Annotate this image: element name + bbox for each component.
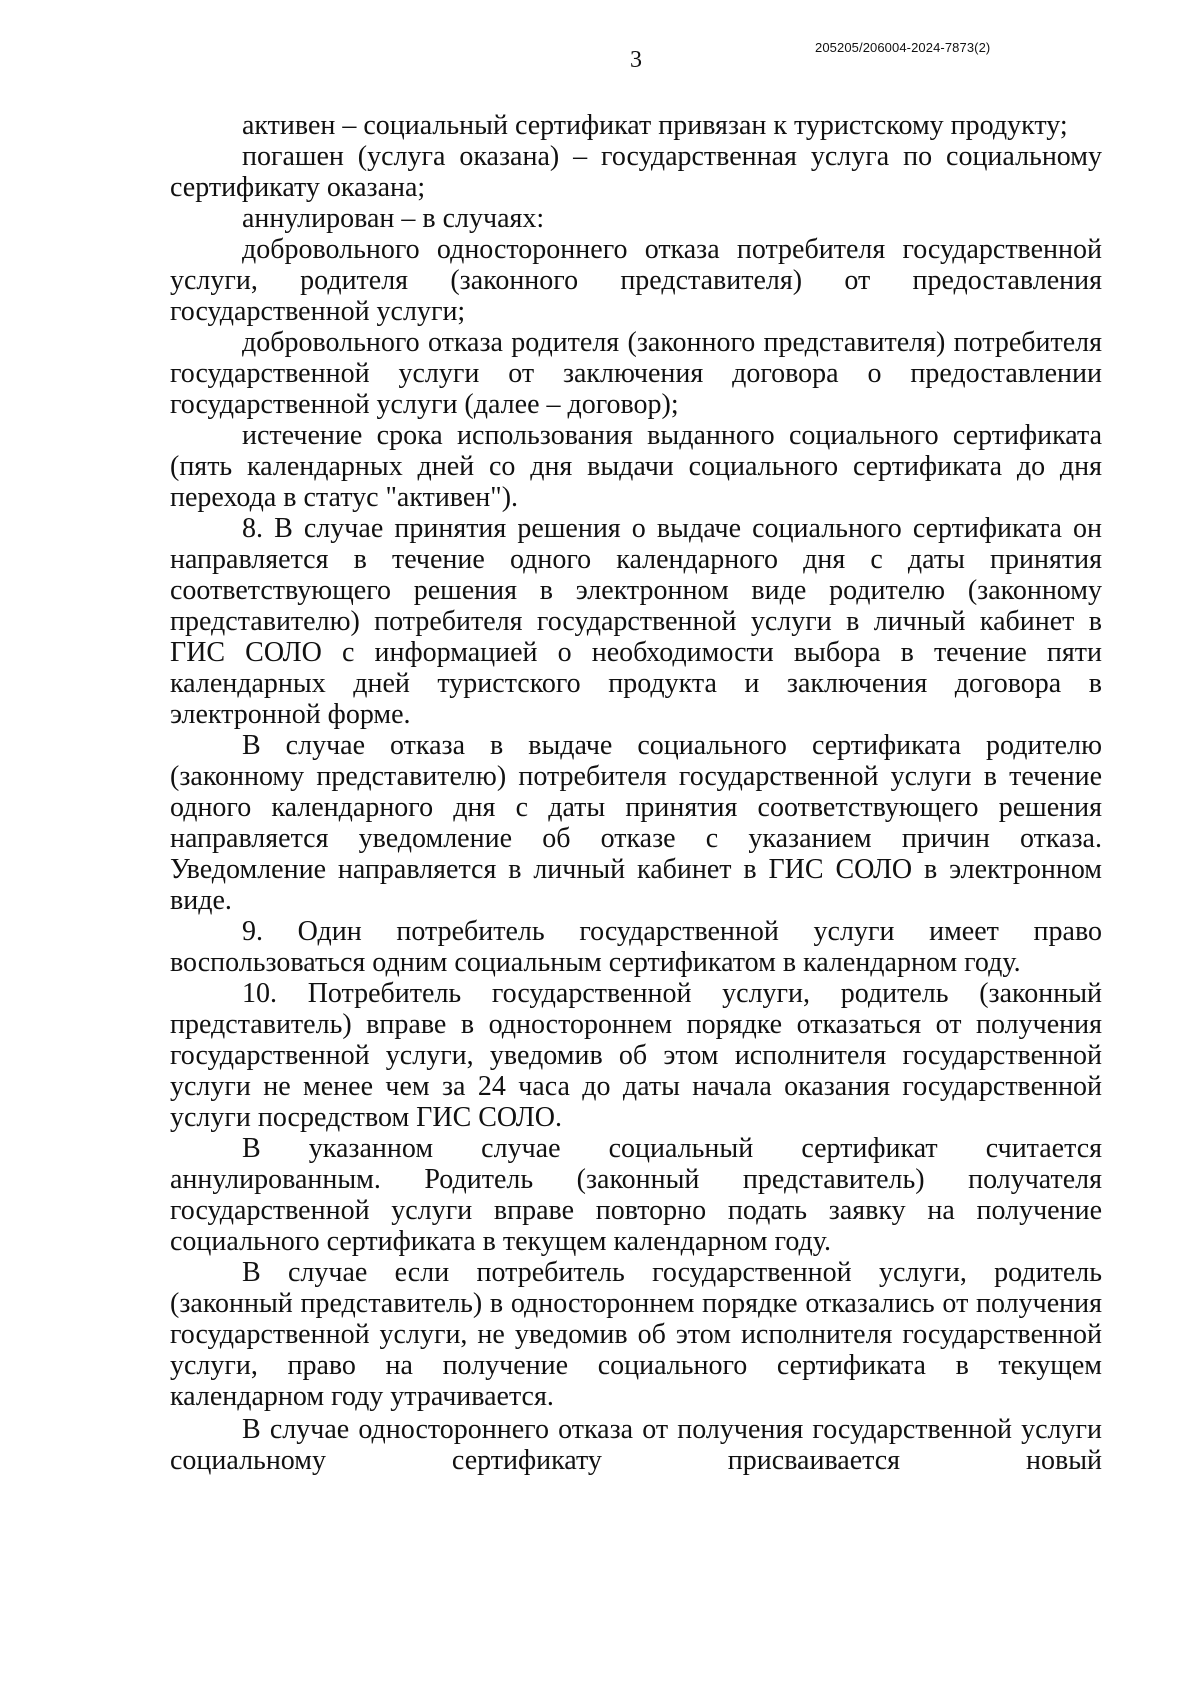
paragraph-status-cancelled: аннулирован – в случаях: — [242, 203, 545, 234]
paragraph-expiry: истечение срока использования выданного социального сертификата (пять календарных дней со дня выдачи социального сертификата до дня перехода в статус "активен"). — [170, 420, 1102, 513]
paragraph-item-10: 10. Потребитель государственной услуги, родитель (законный представитель) вправе в одностороннем порядке отказаться от получения государственной услуги, уведомив об этом исполнителя государственной услуги не менее чем за 24 часа до даты начала оказания государственной услуги посредством ГИС СОЛО. — [170, 978, 1102, 1133]
page-number: 3 — [630, 47, 642, 73]
paragraph-item-8: 8. В случае принятия решения о выдаче социального сертификата он направляется в течение одного календарного дня с даты принятия соответствующего решения в электронном виде родителю (законному представителю) потребителя государственной услуги в личный кабинет в ГИС СОЛО с информацией о необходимости выбора в течение пяти календарных дней туристского продукта и заключения договора в электронной форме. — [170, 513, 1102, 730]
paragraph-refusal-contract: добровольного отказа родителя (законного представителя) потребителя государственной услуги от заключения договора о предоставлении государственной услуги (далее – договор); — [170, 327, 1102, 420]
paragraph-new-status: В случае одностороннего отказа от получения государственной услуги социальному сертификату присваивается новый — [170, 1414, 1102, 1476]
paragraph-right-lost: В случае если потребитель государственной услуги, родитель (законный представитель) в одностороннем порядке отказались от получения государственной услуги, не уведомив об этом исполнителя государственной услуги, право на получение социального сертификата в текущем календарном году утрачивается. — [170, 1257, 1102, 1412]
paragraph-status-active: активен – социальный сертификат привязан к туристскому продукту; — [242, 110, 1068, 141]
paragraph-status-redeemed: погашен (услуга оказана) – государственная услуга по социальному сертификату оказана; — [170, 141, 1102, 203]
paragraph-item-9: 9. Один потребитель государственной услуги имеет право воспользоваться одним социальным сертификатом в календарном году. — [170, 916, 1102, 978]
paragraph-cancelled-reapply: В указанном случае социальный сертификат считается аннулированным. Родитель (законный представитель) получателя государственной услуги вправе повторно подать заявку на получение социального сертификата в текущем календарном году. — [170, 1133, 1102, 1257]
paragraph-rejection-notice: В случае отказа в выдаче социального сертификата родителю (законному представителю) потребителя государственной услуги в течение одного календарного дня с даты принятия соответствующего решения направляется уведомление об отказе с указанием причин отказа. Уведомление направляется в личный кабинет в ГИС СОЛО в электронном виде. — [170, 730, 1102, 916]
document-code: 205205/206004-2024-7873(2) — [815, 40, 991, 55]
document-body — [170, 110, 1102, 1476]
paragraph-voluntary-refusal: добровольного одностороннего отказа потребителя государственной услуги, родителя (законного представителя) от предоставления государственной услуги; — [170, 234, 1102, 327]
